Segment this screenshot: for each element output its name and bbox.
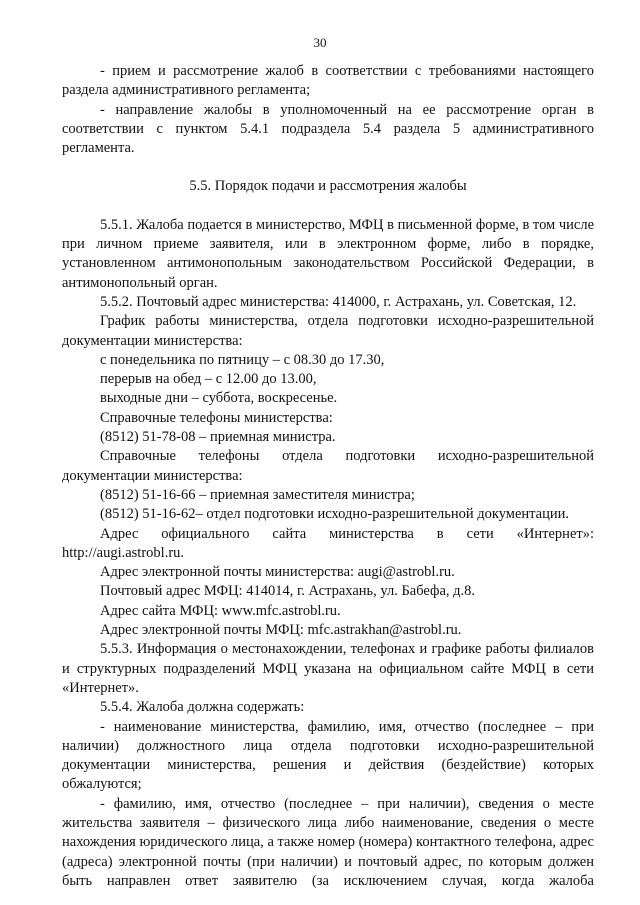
paragraph-5-5-3: 5.5.3. Информация о местонахождении, телефонах и графике работы филиалов и структурных подразделений МФЦ указана на официальном сайте МФЦ в сети «Интернет». (62, 641, 594, 696)
paragraph-5-5-1: 5.5.1. Жалоба подается в министерство, МФЦ в письменной форме, в том числе при личном приеме заявителя, или в электронном форме, либо в порядке, установленном антимонопольным законодательством Российской Федерации, в антимонопольный орган. (62, 216, 595, 291)
mfc-website: Адрес сайта МФЦ: www.mfc.astrobl.ru. (100, 602, 341, 619)
schedule-weekdays: с понедельника по пятницу – с 08.30 до 17.30, (100, 351, 385, 368)
page-number: 30 (313, 35, 327, 50)
schedule-days-off: выходные дни – суббота, воскресенье. (100, 390, 338, 407)
section-heading: 5.5. Порядок подачи и рассмотрения жалобы (189, 178, 467, 195)
phone-deputy-reception: (8512) 51-16-66 – приемная заместителя министра; (100, 486, 415, 503)
list-item-applicant-info: - фамилию, имя, отчество (последнее – при наличии), сведения о месте жительства заявителя – физического лица либо наименование, сведения о месте нахождения юридического лица, а также номер (номера) контактного телефона, адрес (адреса) электронной почты (при наличии) и почтовый адрес, по которым должен быть направлен ответ заявителю (за исключением случая, когда жалоба (62, 795, 594, 889)
department-phones-heading: Справочные телефоны отдела подготовки исходно-разрешительной документации министерства: (62, 448, 594, 484)
mfc-postal-address: Почтовый адрес МФЦ: 414014, г. Астрахань, ул. Бабефа, д.8. (100, 583, 476, 600)
schedule-lunch: перерыв на обед – с 12.00 до 13.00, (100, 371, 317, 388)
work-schedule-heading: График работы министерства, отдела подготовки исходно-разрешительной документации министерства: (62, 313, 594, 349)
mfc-email: Адрес электронной почты МФЦ: mfc.astrakhan@astrobl.ru. (100, 622, 462, 639)
phone-minister-reception: (8512) 51-78-08 – приемная министра. (100, 429, 336, 446)
list-item-complaint-forwarding: - направление жалобы в уполномоченный на ее рассмотрение орган в соответствии с пунктом 5.4.1 подраздела 5.4 раздела 5 административного регламента. (62, 101, 594, 157)
list-item-complaint-review: - прием и рассмотрение жалоб в соответствии с требованиями настоящего раздела административного регламента; (62, 63, 594, 99)
phones-heading: Справочные телефоны министерства: (100, 409, 333, 426)
paragraph-5-5-2: 5.5.2. Почтовый адрес министерства: 414000, г. Астрахань, ул. Советская, 12. (100, 293, 577, 310)
ministry-website: Адрес официального сайта министерства в сети «Интернет»: http://augi.astrobl.ru. (62, 525, 594, 561)
phone-department: (8512) 51-16-62– отдел подготовки исходно-разрешительной документации. (100, 506, 570, 523)
ministry-email: Адрес электронной почты министерства: augi@astrobl.ru. (100, 564, 455, 581)
paragraph-5-5-4: 5.5.4. Жалоба должна содержать: (100, 699, 305, 716)
list-item-ministry-name: - наименование министерства, фамилию, имя, отчество (последнее – при наличии) должностного лица отдела подготовки исходно-разрешительной документации министерства, решения и действия (бездействие) которых обжалуются; (62, 718, 594, 793)
document-body (62, 62, 594, 891)
